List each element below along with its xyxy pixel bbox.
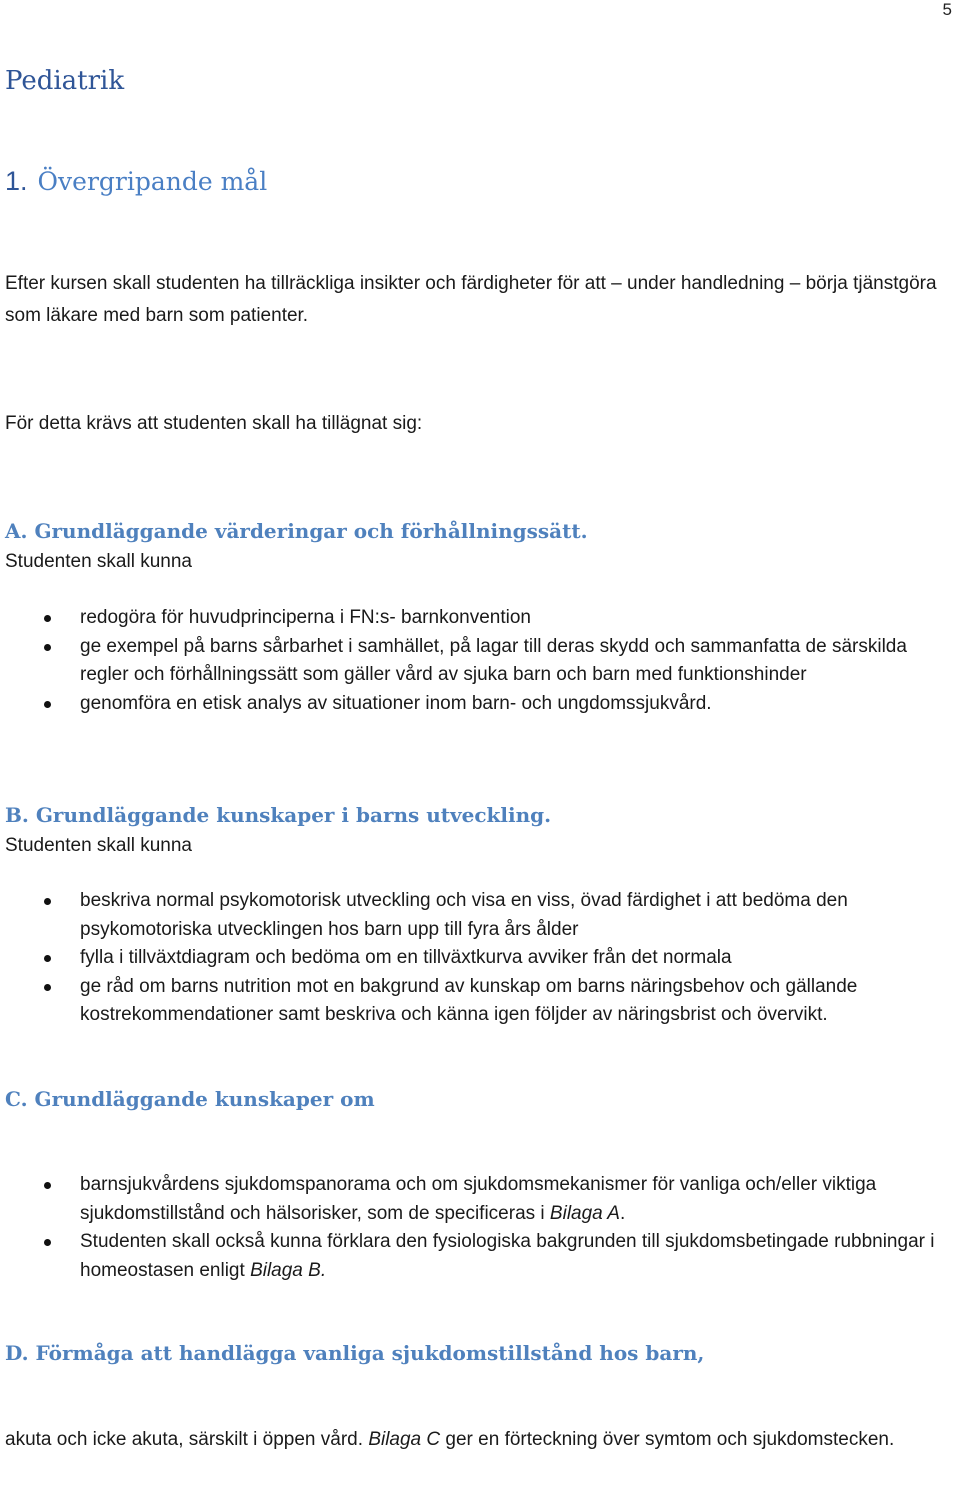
list-item-text: barnsjukvårdens sjukdomspanorama och om sjukdomsmekanismer för vanliga och/eller viktiga sjukdomstillstånd och hälsorisker, som de specificeras i (80, 1174, 877, 1224)
list-item-text: redogöra för huvudprinciperna i FN:s- barnkonvention (80, 607, 531, 628)
list-item-text-end: . (619, 1202, 626, 1224)
section-d-paragraph (5, 1424, 955, 1456)
section-c-heading: C. Grundläggande kunskaper om (5, 1087, 375, 1111)
section-d-heading: D. Förmåga att handlägga vanliga sjukdomstillstånd hos barn, (5, 1341, 705, 1365)
list-item (0, 1171, 950, 1228)
intro-paragraph: Efter kursen skall studenten ha tillräckliga insikter och färdigheter för att – under handledning – börja tjänstgöra som läkare med barn som patienter. (5, 273, 937, 326)
section-b-heading: B. Grundläggande kunskaper i barns utveckling. (5, 803, 552, 827)
bullet-icon (44, 701, 51, 708)
bullet-icon (44, 955, 51, 962)
list-item-text: ge exempel på barns sårbarhet i samhället, på lagar till deras skydd och sammanfatta de särskilda regler och förhållningssätt som gäller vård av sjuka barn och barn med funktionshinder (80, 635, 907, 685)
section-d-text: akuta och icke akuta, särskilt i öppen vård. (5, 1429, 369, 1450)
section-a-lead: Studenten skall kunna (5, 551, 192, 572)
list-item-text: ge råd om barns nutrition mot en bakgrund av kunskap om barns näringsbehov och gällande kostrekommendationer samt beskriva och känna igen följder av näringsbrist och övervikt. (80, 975, 858, 1025)
list-item-text: beskriva normal psykomotorisk utveckling och visa en viss, övad färdighet i att bedöma den psykomotoriska utvecklingen hos barn upp till fyra års ålder (80, 890, 848, 940)
list-item (0, 604, 950, 633)
appendix-reference: Bilaga A (549, 1202, 620, 1224)
section-a-heading: A. Grundläggande värderingar och förhållningssätt. (5, 519, 588, 543)
section-d-text-end: ger en förteckning över symtom och sjukdomstecken. (440, 1429, 895, 1450)
section-b-list (0, 887, 950, 1030)
section-b-lead: Studenten skall kunna (5, 835, 192, 856)
list-item-text: Studenten skall också kunna förklara den fysiologiska bakgrunden till sjukdomsbetingade rubbningar i homeostasen enligt (80, 1231, 935, 1281)
section-1-title: Övergripande mål (37, 167, 268, 196)
list-item (0, 633, 950, 690)
bullet-icon (44, 615, 51, 622)
requirement-paragraph: För detta krävs att studenten skall ha tillägnat sig: (5, 413, 423, 434)
list-item (0, 690, 950, 719)
bullet-icon (44, 898, 51, 905)
list-item-text: genomföra en etisk analys av situationer inom barn- och ungdomssjukvård. (80, 692, 712, 714)
page-title: Pediatrik (5, 66, 125, 96)
bullet-icon (44, 1239, 51, 1246)
list-item (0, 887, 950, 944)
list-item (0, 973, 950, 1030)
list-item (0, 1228, 950, 1285)
bullet-icon (44, 1182, 51, 1189)
bullet-icon (44, 644, 51, 651)
section-a-list (0, 604, 950, 718)
bullet-icon (44, 984, 51, 991)
section-c-list (0, 1171, 950, 1285)
list-item (0, 944, 950, 973)
page-number: 5 (942, 0, 952, 19)
section-1-number: 1. (5, 166, 28, 196)
section-1-heading (5, 166, 267, 197)
appendix-reference: Bilaga C (368, 1429, 441, 1450)
list-item-text: fylla i tillväxtdiagram och bedöma om en tillväxtkurva avviker från det normala (80, 947, 732, 968)
appendix-reference: Bilaga B. (250, 1259, 327, 1281)
